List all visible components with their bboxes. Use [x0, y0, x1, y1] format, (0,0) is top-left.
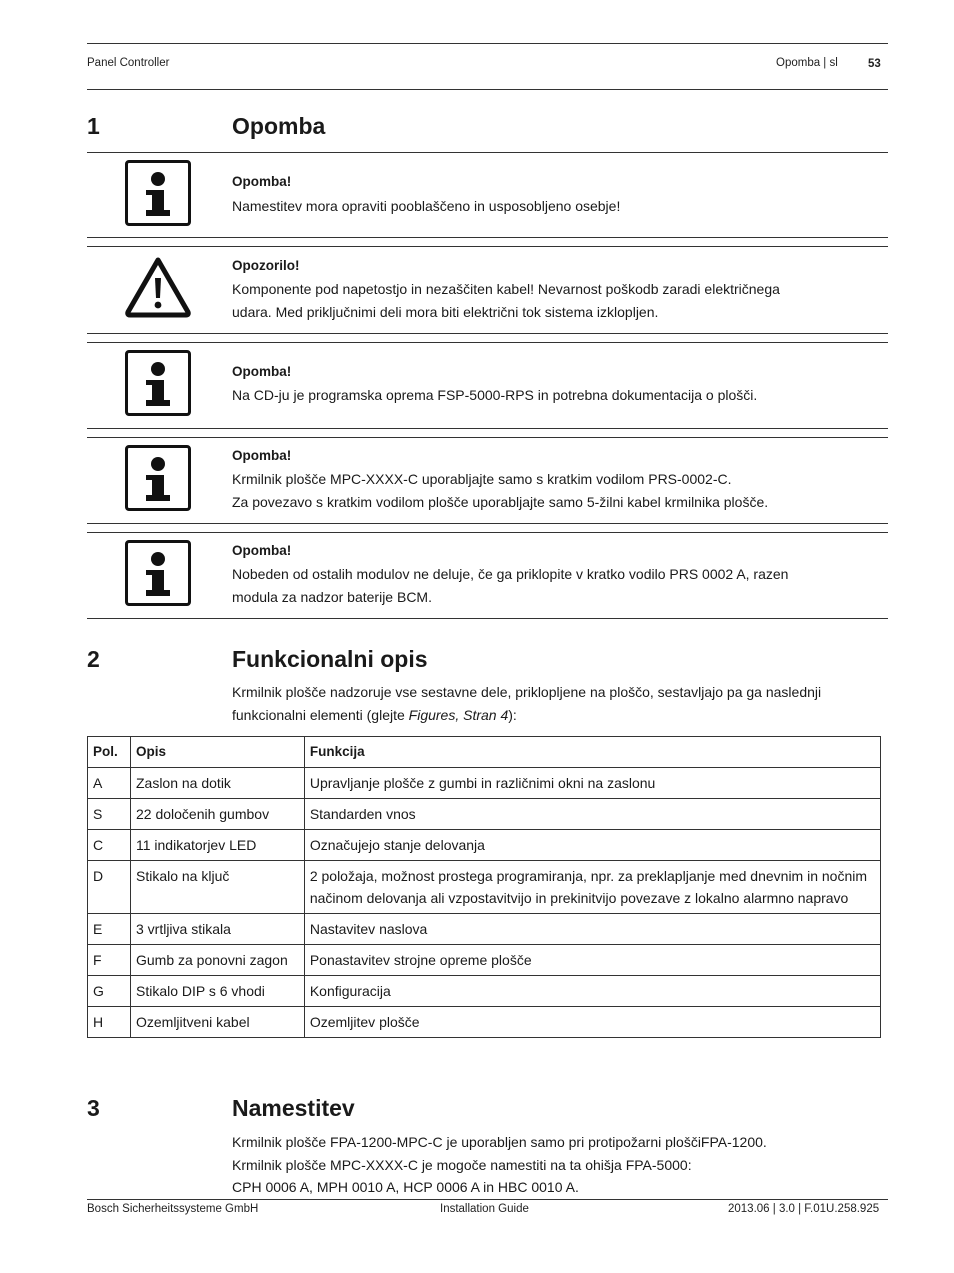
notice-divider — [87, 428, 888, 429]
table-cell: C — [88, 830, 131, 861]
footer-rule — [87, 1199, 888, 1200]
section1-rule — [87, 152, 888, 153]
notice-divider — [87, 333, 888, 334]
notice-divider — [87, 523, 888, 524]
table-cell: Upravljanje plošče z gumbi in različnimi okni na zaslonu — [304, 768, 880, 799]
header-top-rule — [87, 43, 888, 44]
table-cell: S — [88, 799, 131, 830]
table-cell: 11 indikatorjev LED — [130, 830, 304, 861]
table-row — [88, 914, 881, 945]
page-number: 53 — [868, 58, 881, 70]
notice-text — [232, 468, 872, 514]
notice-title: Opomba! — [232, 543, 292, 558]
intro-line — [232, 704, 892, 727]
notice-divider — [87, 237, 888, 238]
notice-text — [232, 278, 872, 324]
table-cell: Označujejo stanje delovanja — [304, 830, 880, 861]
column-header: Funkcija — [304, 737, 880, 768]
text-line: CPH 0006 A, MPH 0010 A, HCP 0006 A in HBC 0010 A. — [232, 1179, 579, 1195]
function-table — [87, 736, 881, 1038]
notice-text — [232, 384, 872, 407]
table-cell: 2 položaja, možnost prostega programiranja, npr. za preklapljanje med dnevnim in nočnim načinom delovanja ali vzpostavitvijo in prekinitvijo povezave z lokalno alarmno napravo — [304, 861, 880, 914]
table-header-row — [88, 737, 881, 768]
table-cell: G — [88, 976, 131, 1007]
notice-line: Krmilnik plošče MPC-XXXX-C uporabljajte samo s kratkim vodilom PRS-0002-C. — [232, 471, 732, 487]
table-cell: E — [88, 914, 131, 945]
table-cell: Nastavitev naslova — [304, 914, 880, 945]
notice-divider — [87, 342, 888, 343]
table-cell: Stikalo DIP s 6 vhodi — [130, 976, 304, 1007]
table-cell: D — [88, 861, 131, 914]
notice-line: Nobeden od ostalih modulov ne deluje, če ga priklopite v kratko vodilo PRS 0002 A, razen — [232, 566, 789, 582]
section2-intro — [232, 681, 892, 726]
notice-title: Opomba! — [232, 364, 292, 379]
info-icon — [125, 540, 191, 606]
intro-line: Krmilnik plošče nadzoruje vse sestavne dele, priklopljene na ploščo, sestavljajo pa ga naslednji — [232, 684, 822, 700]
table-row — [88, 830, 881, 861]
header-right: Opomba | sl — [776, 57, 838, 69]
table-row — [88, 976, 881, 1007]
notice-divider — [87, 437, 888, 438]
footer-right: 2013.06 | 3.0 | F.01U.258.925 — [728, 1203, 880, 1215]
info-icon — [125, 350, 191, 416]
notice-line: Za povezavo s kratkim vodilom plošče uporabljajte samo 5-žilni kabel krmilnika plošče. — [232, 494, 769, 510]
table-cell: H — [88, 1007, 131, 1038]
header-bottom-rule — [87, 89, 888, 90]
section3-text — [232, 1131, 892, 1199]
info-icon — [125, 160, 191, 226]
section1-number: 1 — [87, 113, 100, 139]
notice-line: Komponente pod napetostjo in nezaščiten kabel! Nevarnost poškodb zaradi električnega — [232, 281, 780, 297]
section2-title: Funkcionalni opis — [232, 646, 428, 672]
notice-divider — [87, 532, 888, 533]
text-line: Krmilnik plošče FPA-1200-MPC-C je uporabljen samo pri protipožarni ploščiFPA-1200. — [232, 1134, 767, 1150]
table-row — [88, 1007, 881, 1038]
table-row — [88, 768, 881, 799]
footer-left: Bosch Sicherheitssysteme GmbH — [87, 1203, 259, 1215]
intro-text: ): — [508, 706, 517, 723]
notice-line: Na CD-ju je programska oprema FSP-5000-RPS in potrebna dokumentacija o plošči. — [232, 387, 758, 403]
notice-title: Opomba! — [232, 174, 292, 189]
notice-divider — [87, 618, 888, 619]
section2-number: 2 — [87, 646, 100, 672]
figure-reference-link[interactable]: Figures, Stran 4 — [408, 706, 509, 723]
section1-title: Opomba — [232, 113, 326, 139]
table-cell: Standarden vnos — [304, 799, 880, 830]
table-cell: Ponastavitev strojne opreme plošče — [304, 945, 880, 976]
info-icon — [125, 445, 191, 511]
notice-divider — [87, 246, 888, 247]
table-cell: A — [88, 768, 131, 799]
notice-title: Opomba! — [232, 448, 292, 463]
table-row — [88, 799, 881, 830]
table-row — [88, 861, 881, 914]
footer-center: Installation Guide — [440, 1203, 529, 1215]
notice-line: udara. Med priključnimi deli mora biti električni tok sistema izklopljen. — [232, 304, 659, 320]
table-cell: Konfiguracija — [304, 976, 880, 1007]
table-cell: Stikalo na ključ — [130, 861, 304, 914]
section3-title: Namestitev — [232, 1095, 355, 1121]
table-cell: F — [88, 945, 131, 976]
column-header: Pol. — [88, 737, 131, 768]
table-cell: 3 vrtljiva stikala — [130, 914, 304, 945]
table-cell: 22 določenih gumbov — [130, 799, 304, 830]
section3-number: 3 — [87, 1095, 100, 1121]
notice-line: modula za nadzor baterije BCM. — [232, 589, 432, 605]
notice-text — [232, 195, 872, 218]
table-cell: Zaslon na dotik — [130, 768, 304, 799]
table-cell: Ozemljitveni kabel — [130, 1007, 304, 1038]
table-cell: Ozemljitev plošče — [304, 1007, 880, 1038]
notice-title: Opozorilo! — [232, 258, 300, 273]
notice-line: Namestitev mora opraviti pooblaščeno in usposobljeno osebje! — [232, 198, 621, 214]
text-line: Krmilnik plošče MPC-XXXX-C je mogoče namestiti na ta ohišja FPA-5000: — [232, 1156, 692, 1173]
intro-text: funkcionalni elementi (glejte — [232, 706, 409, 723]
table-cell: Gumb za ponovni zagon — [130, 945, 304, 976]
warning-icon — [124, 256, 192, 318]
notice-text — [232, 563, 872, 609]
column-header: Opis — [130, 737, 304, 768]
header-left: Panel Controller — [87, 57, 170, 69]
table-row — [88, 945, 881, 976]
